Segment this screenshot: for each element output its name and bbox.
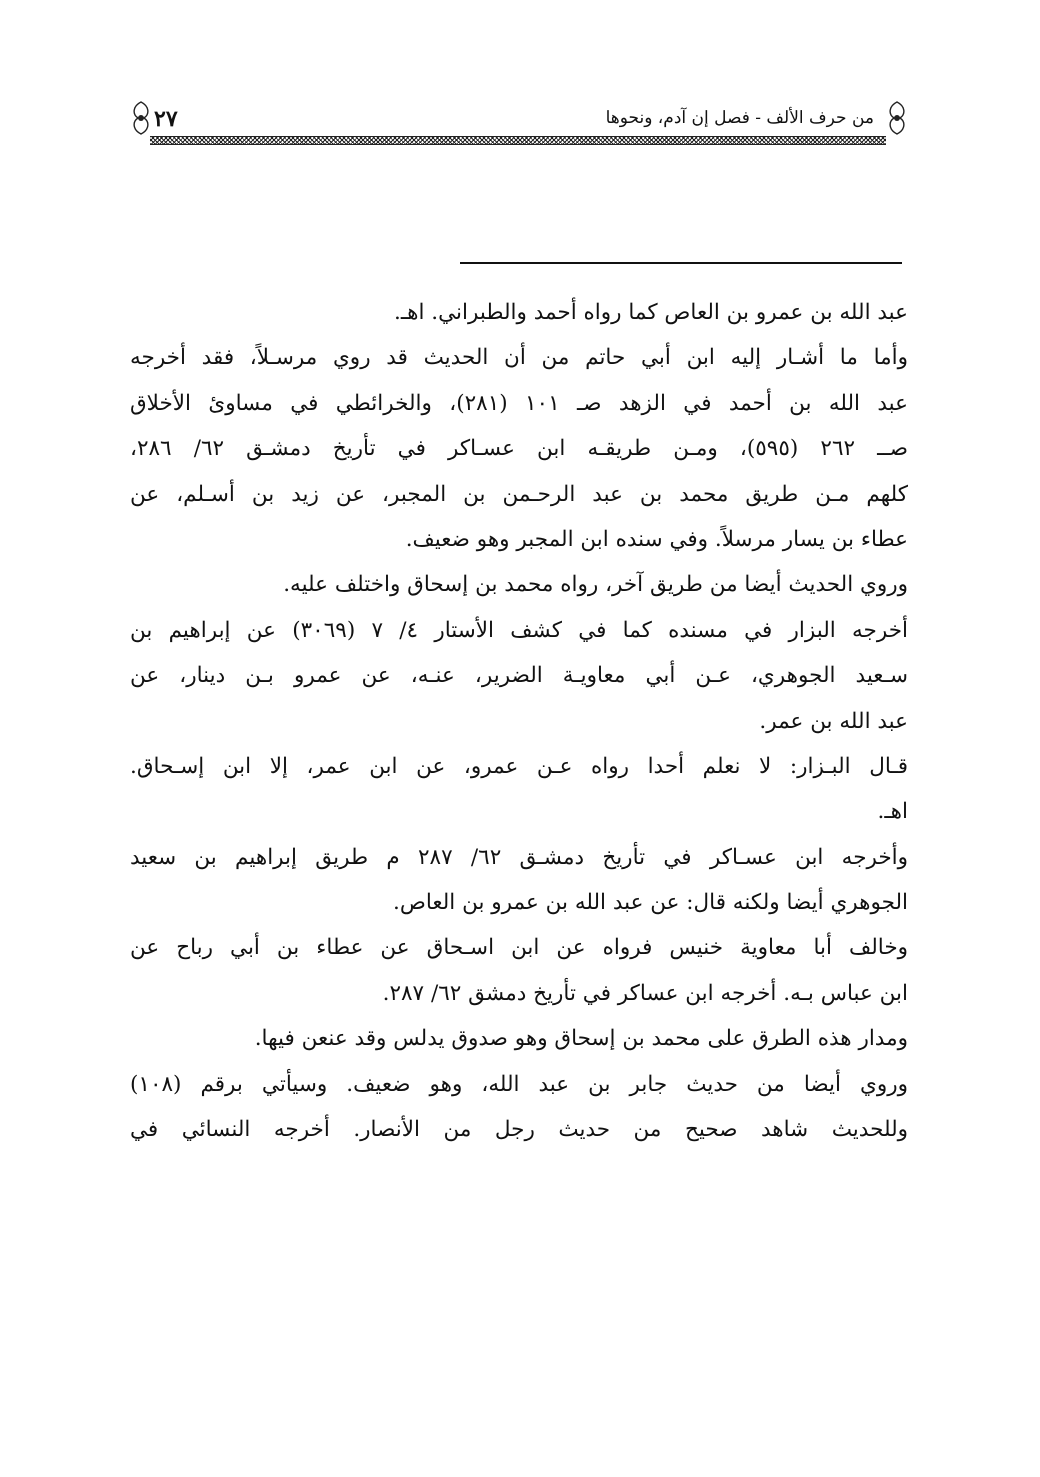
running-head-title: من حرف الألف - فصل إن آدم، ونحوها bbox=[605, 108, 874, 128]
text-line: الجوهري أيضا ولكنه قال: عن عبد الله بن عمرو بن العاص. bbox=[393, 890, 908, 916]
text-line: ابن عباس بـه. أخرجه ابن عساكر في تأريخ دمشق ٦٢/ ٢٨٧. bbox=[382, 980, 908, 1006]
text-line: سـعيد الجوهري، عـن أبي معاويـة الضرير، عنـه، عن عمرو بـن دينار، عن bbox=[130, 663, 908, 689]
text-line: كلهم مـن طريق محمد بن عبد الرحـمن بن المجبر، عن زيد بن أسـلم، عن bbox=[130, 481, 908, 507]
text-line: عبد الله بن أحمد في الزهد صـ ١٠١ (٢٨١)، والخرائطي في مساوئ الأخلاق bbox=[130, 390, 908, 416]
text-line: صــ ٢٦٢ (٥٩٥)، ومـن طريقـه ابن عسـاكر في تأريخ دمشـق ٦٢/ ٢٨٦، bbox=[130, 436, 908, 462]
text-line: اهـ. bbox=[877, 799, 908, 825]
text-line: وروي أيضا من حديث جابر بن عبد الله، وهو ضعيف. وسيأتي برقم (١٠٨) bbox=[130, 1071, 908, 1097]
footnote-body bbox=[130, 290, 908, 1152]
text-line: وروي الحديث أيضا من طريق آخر، رواه محمد بن إسحاق واختلف عليه. bbox=[283, 572, 908, 598]
floral-ornament-icon bbox=[884, 100, 910, 136]
text-line: قـال البـزار: لا نعلم أحدا رواه عـن عمرو، عن ابن عمر، إلا ابن إسـحاق. bbox=[130, 753, 908, 779]
text-line: وللحديث شاهد صحيح من حديث رجل من الأنصار. أخرجه النسائي في bbox=[130, 1117, 908, 1143]
footnote-separator-rule bbox=[460, 262, 902, 264]
text-line: وأخرجه ابن عسـاكر في تأريخ دمشـق ٦٢/ ٢٨٧ م طريق إبراهيم بن سعيد bbox=[130, 844, 908, 870]
header-decorative-rule bbox=[150, 136, 886, 145]
text-line: عبد الله بن عمرو بن العاص كما رواه أحمد والطبراني. اهـ. bbox=[393, 300, 908, 325]
running-header bbox=[128, 96, 912, 150]
text-line: وخالف أبا معاوية خنيس فرواه عن ابن اسـحاق عن عطاء بن أبي رباح عن bbox=[130, 935, 908, 961]
text-line: ومدار هذه الطرق على محمد بن إسحاق وهو صدوق يدلس وقد عنعن فيها. bbox=[254, 1026, 908, 1052]
page-number: ٢٧ bbox=[154, 106, 178, 132]
text-line: عبد الله بن عمر. bbox=[759, 708, 908, 734]
text-line: أخرجه البزار في مسنده كما في كشف الأستار ٤/ ٧ (٣٠٦٩) عن إبراهيم بن bbox=[130, 617, 908, 643]
text-line: عطاء بن يسار مرسلاً. وفي سنده ابن المجبر وهو ضعيف. bbox=[405, 526, 908, 552]
text-line: وأما ما أشـار إليه ابن أبي حاتم من أن الحديث قد روي مرسـلاً، فقد أخرجه bbox=[130, 345, 908, 371]
floral-ornament-icon bbox=[128, 100, 154, 136]
